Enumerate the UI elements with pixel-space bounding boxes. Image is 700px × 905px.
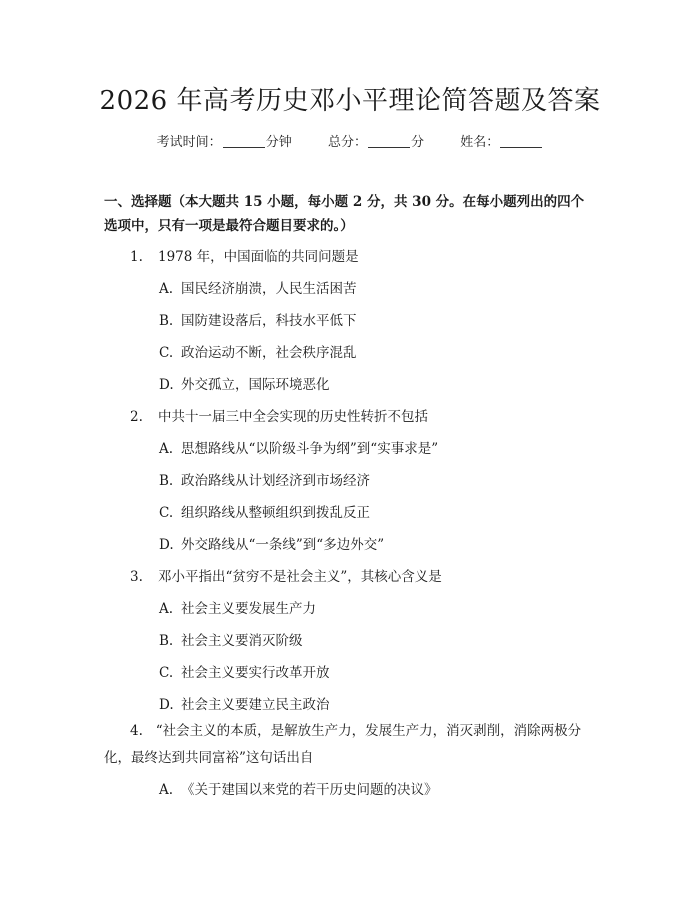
q2-option-a (159, 437, 438, 457)
option-letter: B. (159, 473, 174, 489)
score-blank (368, 147, 410, 148)
option-letter: A. (159, 441, 174, 457)
question-number: 3. (130, 569, 143, 585)
option-letter: D. (159, 697, 174, 713)
q3-option-a (159, 597, 316, 617)
time-label: 考试时间： (156, 135, 222, 150)
option-text: 政治运动不断，社会秩序混乱 (181, 345, 357, 361)
question-number: 2. (130, 409, 143, 425)
time-blank (223, 147, 265, 148)
q3-option-d (159, 693, 330, 713)
q4-option-a (159, 778, 438, 798)
option-letter: A. (159, 782, 174, 798)
option-letter: A. (159, 281, 174, 297)
q1-option-d (159, 373, 330, 393)
option-text: 政治路线从计划经济到市场经济 (181, 473, 370, 489)
option-text: 外交孤立，国际环境恶化 (181, 377, 330, 393)
question-stem: 中共十一届三中全会实现的历史性转折不包括 (158, 409, 428, 425)
option-text: 国民经济崩溃，人民生活困苦 (181, 281, 357, 297)
option-letter: C. (159, 505, 174, 521)
exam-info-line (0, 131, 700, 150)
option-text: 国防建设落后，科技水平低下 (181, 313, 357, 329)
question-number: 4. (130, 723, 143, 739)
question-stem: 邓小平指出“贫穷不是社会主义”，其核心含义是 (158, 569, 442, 585)
score-unit: 分 (411, 135, 425, 150)
q1-option-c (159, 341, 357, 361)
option-letter: D. (159, 537, 174, 553)
option-text: 组织路线从整顿组织到拨乱反正 (181, 505, 370, 521)
score-label: 总分： (327, 135, 367, 150)
q3-option-c (159, 661, 330, 681)
option-letter: B. (159, 313, 174, 329)
q2-option-b (159, 469, 370, 489)
page-title: 2026 年高考历史邓小平理论简答题及答案 (99, 86, 601, 116)
q3-option-b (159, 629, 303, 649)
question-number: 1. (130, 249, 143, 265)
option-text: 外交路线从“一条线”到“多边外交” (181, 537, 385, 553)
q1-option-b (159, 309, 357, 329)
question-3 (130, 565, 442, 585)
name-field (460, 131, 543, 150)
time-unit: 分钟 (265, 135, 292, 150)
option-letter: C. (159, 665, 174, 681)
question-stem: 1978 年，中国面临的共同问题是 (158, 249, 359, 265)
option-letter: C. (159, 345, 174, 361)
time-field (157, 131, 292, 150)
section-heading: 一、选择题（本大题共 15 小题，每小题 2 分，共 30 分。在每小题列出的四个选项中，只有一项是最符合题目要求的。） (104, 194, 585, 234)
option-text: 社会主义要建立民主政治 (181, 697, 330, 713)
option-letter: A. (159, 601, 174, 617)
name-blank (500, 147, 542, 148)
option-text: 社会主义要消灭阶级 (181, 633, 303, 649)
option-text: 思想路线从“以阶级斗争为纲”到“实事求是” (181, 441, 439, 457)
option-text: 《关于建国以来党的若干历史问题的决议》 (181, 782, 438, 798)
question-2 (130, 405, 428, 425)
q2-option-d (159, 533, 384, 553)
name-label: 姓名： (460, 135, 500, 150)
score-field (328, 131, 424, 150)
question-1 (130, 245, 359, 265)
option-text: 社会主义要实行改革开放 (181, 665, 330, 681)
q2-option-c (159, 501, 370, 521)
option-letter: D. (159, 377, 174, 393)
option-letter: B. (159, 633, 174, 649)
question-stem: “社会主义的本质，是解放生产力，发展生产力，消灭剥削，消除两极分化，最终达到共同富裕”这句话出自 (104, 723, 582, 766)
q1-option-a (159, 277, 357, 297)
question-4 (104, 718, 596, 772)
option-text: 社会主义要发展生产力 (181, 601, 316, 617)
